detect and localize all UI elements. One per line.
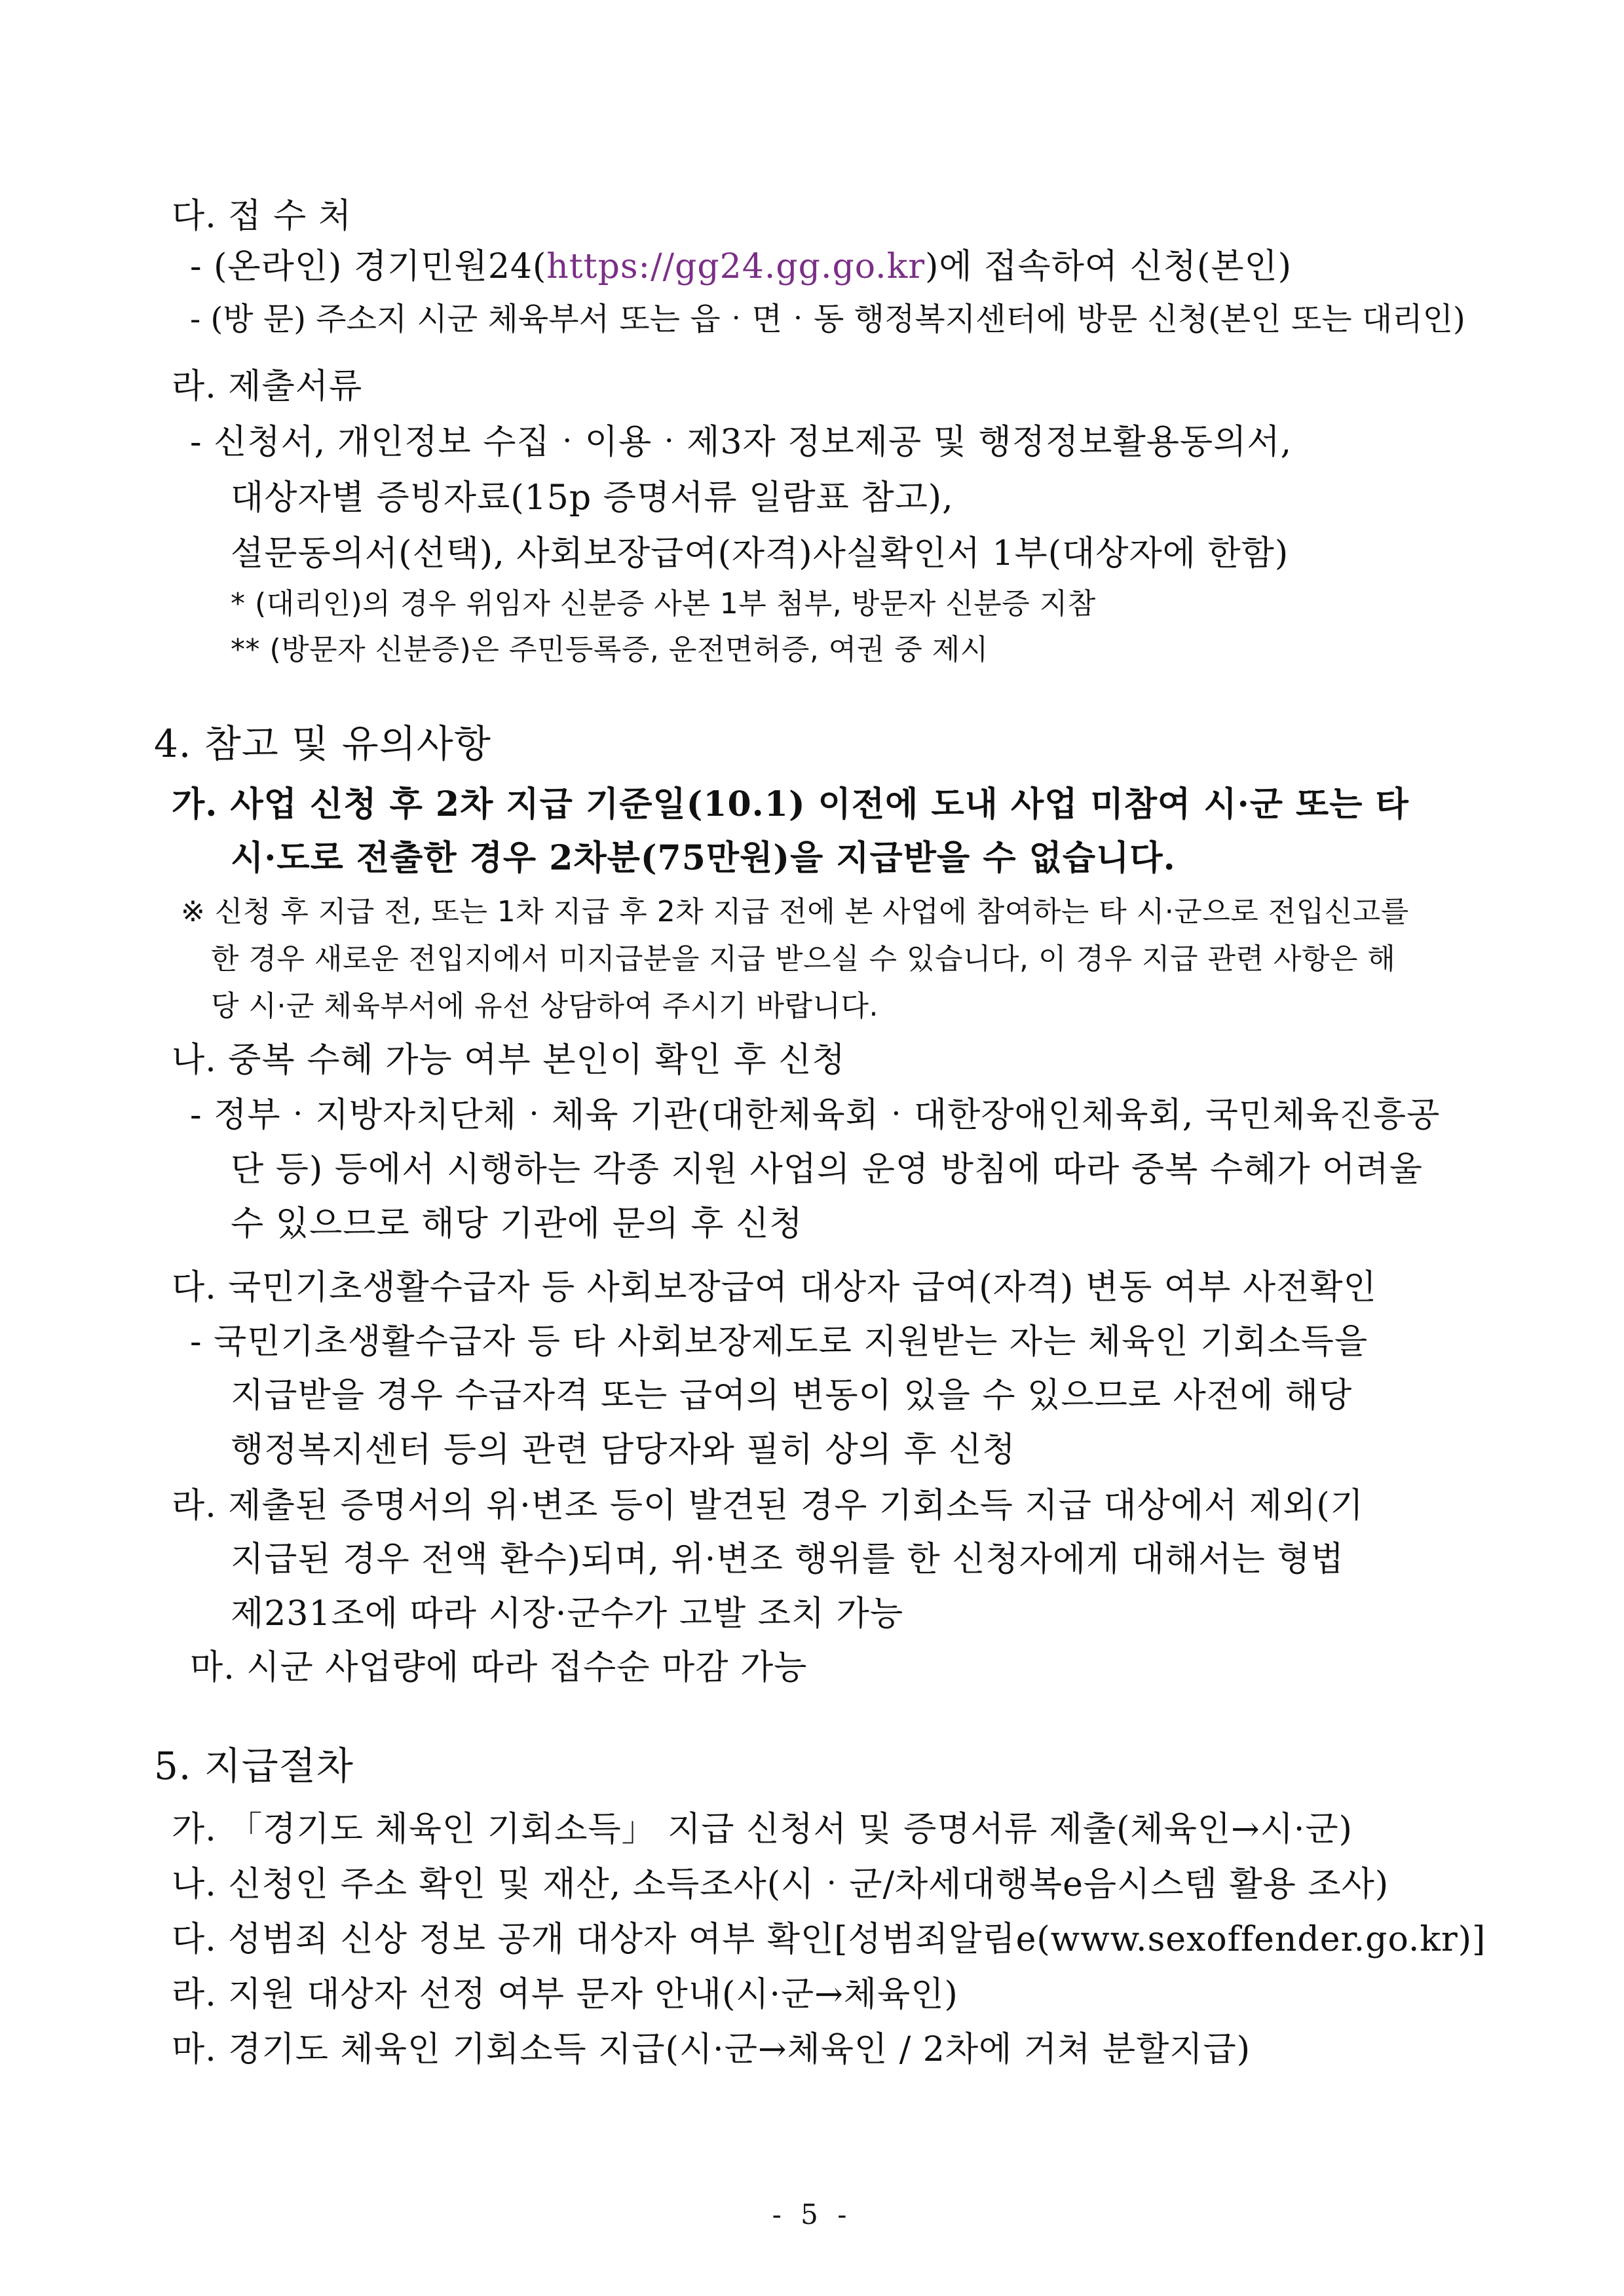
note-c-line-3: 행정복지센터 등의 관련 담당자와 필히 상의 후 신청 <box>231 1430 1016 1470</box>
transfer-note-line-3: 당 시·군 체육부서에 유선 상담하여 주시기 바랍니다. <box>211 989 878 1023</box>
note-c-line-2: 지급받을 경우 수급자격 또는 급여의 변동이 있을 수 있으므로 사전에 해당 <box>231 1376 1353 1415</box>
section-5-heading: 5. 지급절차 <box>154 1744 354 1788</box>
note-e-line: 마. 시군 사업량에 따라 접수순 마감 가능 <box>190 1648 808 1687</box>
note-a-line-2: 시·도로 전출한 경우 2차분(75만원)을 지급받을 수 없습니다. <box>231 838 1176 878</box>
section-documents-heading: 라. 제출서류 <box>172 367 363 406</box>
note-c-line-1: - 국민기초생활수급자 등 타 사회보장제도로 지원받는 자는 체육인 기회소득을 <box>190 1322 1369 1362</box>
documents-line-2: 대상자별 증빙자료(15p 증명서류 일람표 참고), <box>231 478 954 518</box>
section-reception-heading: 다. 접 수 처 <box>172 197 352 236</box>
online-prefix: - (온라인) 경기민원24( <box>190 247 547 286</box>
note-b-line-2: 단 등) 등에서 시행하는 각종 지원 사업의 운영 방침에 따라 중복 수혜가 어려울 <box>231 1150 1423 1189</box>
transfer-note-line-1: ※ 신청 후 지급 전, 또는 1차 지급 후 2차 지급 전에 본 사업에 참여하는 타 시·군으로 전입신고를 <box>181 895 1409 928</box>
note-b-heading: 나. 중복 수혜 가능 여부 본인이 확인 후 신청 <box>172 1041 846 1080</box>
section-4-heading: 4. 참고 및 유의사항 <box>154 721 491 766</box>
note-b-line-1: - 정부‧지방자치단체‧체육 기관(대한체육회‧대한장애인체육회, 국민체육진흥공 <box>190 1096 1441 1135</box>
note-b-line-3: 수 있으므로 해당 기관에 문의 후 신청 <box>231 1204 803 1244</box>
documents-note-1: * (대리인)의 경우 위임자 신분증 사본 1부 첨부, 방문자 신분증 지참 <box>231 587 1096 621</box>
gg24-link[interactable]: https://gg24.gg.go.kr <box>546 247 926 286</box>
documents-note-2: ** (방문자 신분증)은 주민등록증, 운전면허증, 여권 중 제시 <box>231 633 989 666</box>
payment-step-2: 나. 신청인 주소 확인 및 재산, 소득조사(시‧군/차세대행복e음시스템 활용 조사) <box>172 1865 1389 1904</box>
online-application-line <box>190 247 1292 286</box>
note-d-line-1: 라. 제출된 증명서의 위·변조 등이 발견된 경우 기회소득 지급 대상에서 제외(기 <box>172 1486 1364 1525</box>
payment-step-1: 가. 「경기도 체육인 기회소득」 지급 신청서 및 증명서류 제출(체육인→시·군) <box>172 1810 1353 1849</box>
documents-line-1: - 신청서, 개인정보 수집‧이용‧제3자 정보제공 및 행정정보활용동의서, <box>190 423 1293 462</box>
payment-step-5: 마. 경기도 체육인 기회소득 지급(시·군→체육인 / 2차에 거쳐 분할지급) <box>172 2030 1251 2069</box>
note-a-line-1: 가. 사업 신청 후 2차 지급 기준일(10.1) 이전에 도내 사업 미참여 시·군 또는 타 <box>172 784 1409 824</box>
note-c-heading: 다. 국민기초생활수급자 등 사회보장급여 대상자 급여(자격) 변동 여부 사전확인 <box>172 1268 1377 1307</box>
transfer-note-line-2: 한 경우 새로운 전입지에서 미지급분을 지급 받으실 수 있습니다, 이 경우 지급 관련 사항은 해 <box>211 942 1396 976</box>
payment-step-3: 다. 성범죄 신상 정보 공개 대상자 여부 확인[성범죄알림e(www.sexoffender.go.kr)] <box>172 1920 1486 1959</box>
note-d-line-3: 제231조에 따라 시장·군수가 고발 조치 가능 <box>231 1594 904 1634</box>
payment-step-4: 라. 지원 대상자 선정 여부 문자 안내(시·군→체육인) <box>172 1975 958 2014</box>
page-number: - 5 - <box>772 2198 852 2230</box>
online-suffix: )에 접속하여 신청(본인) <box>925 247 1293 286</box>
visit-application-line: - (방 문) 주소지 시군 체육부서 또는 읍‧면‧동 행정복지센터에 방문 신청(본인 또는 대리인) <box>190 301 1465 337</box>
documents-line-3: 설문동의서(선택), 사회보장급여(자격)사실확인서 1부(대상자에 한함) <box>231 534 1289 573</box>
note-d-line-2: 지급된 경우 전액 환수)되며, 위·변조 행위를 한 신청자에게 대해서는 형법 <box>231 1540 1344 1579</box>
